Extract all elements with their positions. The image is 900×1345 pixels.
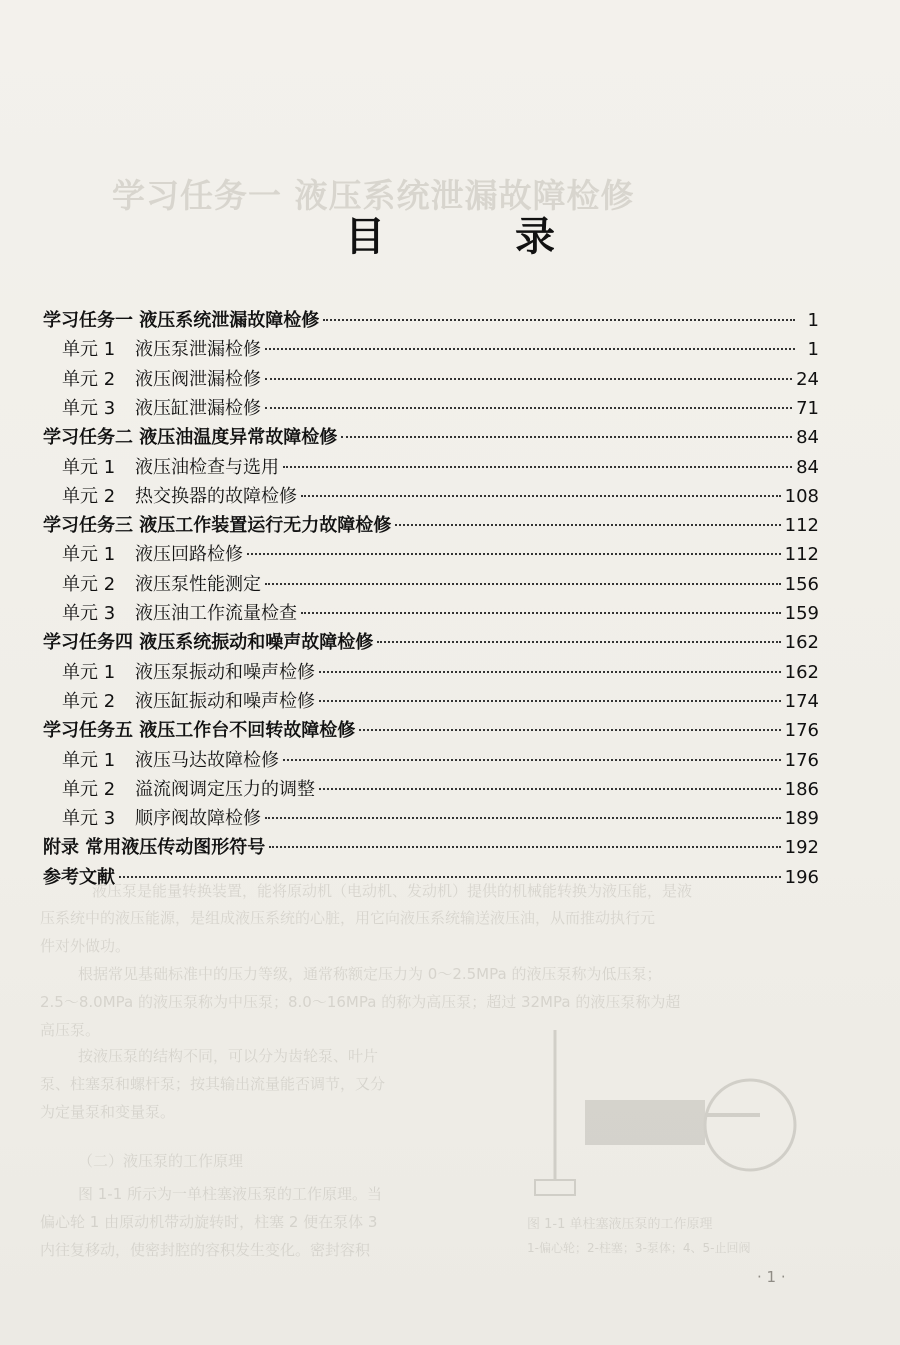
toc-dot-leader <box>265 378 792 380</box>
toc-unit-entry[interactable] <box>62 542 819 568</box>
toc-page-number: 189 <box>784 808 819 830</box>
toc-page-number: 176 <box>784 749 819 771</box>
background-text-line: 件对外做功。 <box>40 937 131 955</box>
background-text-line: 按液压泵的结构不同，可以分为齿轮泵、叶片 <box>78 1047 379 1065</box>
background-text-line: 根据常见基础标准中的压力等级，通常称额定压力为 0～2.5MPa 的液压泵称为低压泵； <box>78 965 662 983</box>
toc-unit-entry[interactable] <box>62 748 819 774</box>
toc-entry-title: 液压缸振动和噪声检修 <box>135 690 315 712</box>
toc-unit-entry[interactable] <box>62 337 819 363</box>
toc-page-number: 1 <box>807 310 819 331</box>
toc-unit-number: 单元 2 <box>62 573 116 595</box>
background-text-line: 高压泵。 <box>40 1021 101 1039</box>
toc-chapter-entry[interactable] <box>43 630 819 656</box>
toc-entry-title: 学习任务一 液压系统泄漏故障检修 <box>43 310 320 331</box>
background-text-line: 图 1-1 所示为一单柱塞液压泵的工作原理。当 <box>78 1185 383 1203</box>
toc-entry-title: 液压泵性能测定 <box>135 573 261 595</box>
toc-entry-title: 液压泵振动和噪声检修 <box>135 661 315 683</box>
toc-unit-entry[interactable] <box>62 689 819 715</box>
toc-page-number: 176 <box>784 720 819 742</box>
toc-dot-leader <box>269 846 780 848</box>
toc-dot-leader <box>301 612 781 614</box>
toc-entry-title: 液压缸泄漏检修 <box>135 397 261 419</box>
toc-page-number: 112 <box>784 515 819 537</box>
background-heading: 学习任务一 液压系统泄漏故障检修 <box>112 176 635 215</box>
toc-page-number: 196 <box>784 866 819 888</box>
toc-chapter-entry[interactable] <box>43 718 819 744</box>
toc-page-number: 162 <box>784 632 819 654</box>
page-title: 目 录 <box>345 213 613 260</box>
toc-page-number: 1 <box>807 339 819 361</box>
background-text-line: 液压泵是能量转换装置，能将原动机（电动机、发动机）提供的机械能转换为液压能，是液 <box>92 882 693 900</box>
background-text-line: （二）液压泵的工作原理 <box>78 1152 244 1170</box>
toc-unit-entry[interactable] <box>62 777 819 803</box>
toc-dot-leader <box>319 671 781 673</box>
toc-page-number: 186 <box>784 778 819 800</box>
toc-unit-number: 单元 1 <box>62 339 116 361</box>
toc-entry-title: 学习任务三 液压工作装置运行无力故障检修 <box>43 515 392 537</box>
toc-unit-entry[interactable] <box>62 455 819 481</box>
toc-unit-number: 单元 2 <box>62 778 116 800</box>
toc-dot-leader <box>265 817 781 819</box>
toc-page-number: 84 <box>796 427 819 449</box>
toc-unit-entry[interactable] <box>62 484 819 510</box>
toc-chapter-entry[interactable] <box>43 425 819 451</box>
toc-dot-leader <box>359 729 780 731</box>
toc-dot-leader <box>319 788 781 790</box>
toc-page-number: 24 <box>796 368 819 390</box>
toc-unit-number: 单元 3 <box>62 397 116 419</box>
toc-dot-leader <box>319 700 781 702</box>
toc-dot-leader <box>283 759 781 761</box>
toc-dot-leader <box>265 348 795 350</box>
toc-unit-number: 单元 1 <box>62 544 116 566</box>
toc-entry-title: 热交换器的故障检修 <box>135 485 297 507</box>
toc-page-number: 112 <box>784 544 819 566</box>
toc-entry-title: 参考文献 <box>43 866 115 888</box>
background-text-line: 内往复移动，使密封腔的容积发生变化。密封容积 <box>40 1241 371 1259</box>
background-text-line: 2.5～8.0MPa 的液压泵称为中压泵；8.0～16MPa 的称为高压泵；超过 32MPa 的液压泵称为超 <box>40 993 681 1011</box>
toc-entry-title: 顺序阀故障检修 <box>135 808 261 830</box>
toc-entry-title: 液压回路检修 <box>135 544 243 566</box>
toc-dot-leader <box>377 641 780 643</box>
background-caption-legend: 1-偏心轮；2-柱塞；3-泵体；4、5-止回阀 <box>527 1241 751 1255</box>
toc-unit-number: 单元 1 <box>62 456 116 478</box>
toc-unit-number: 单元 2 <box>62 690 116 712</box>
toc-chapter-entry[interactable] <box>43 835 819 861</box>
toc-chapter-entry[interactable] <box>43 308 819 334</box>
toc-page-number: 71 <box>796 397 819 419</box>
background-text-line: 偏心轮 1 由原动机带动旋转时，柱塞 2 便在泵体 3 <box>40 1213 378 1231</box>
toc-entry-title: 学习任务五 液压工作台不回转故障检修 <box>43 720 356 742</box>
background-text-line: 泵、柱塞泵和螺杆泵；按其输出流量能否调节，又分 <box>40 1075 386 1093</box>
toc-entry-title: 液压马达故障检修 <box>135 749 279 771</box>
toc-dot-leader <box>323 319 795 321</box>
background-text-line: 压系统中的液压能源，是组成液压系统的心脏，用它向液压系统输送液压油，从而推动执行元 <box>40 909 656 927</box>
toc-dot-leader <box>341 436 792 438</box>
background-figure <box>510 1030 830 1215</box>
toc-entry-title: 液压阀泄漏检修 <box>135 368 261 390</box>
toc-page-number: 162 <box>784 661 819 683</box>
toc-dot-leader <box>265 407 792 409</box>
toc-unit-number: 单元 3 <box>62 603 116 624</box>
toc-unit-entry[interactable] <box>62 601 819 627</box>
toc-unit-number: 单元 3 <box>62 808 116 830</box>
toc-entry-title: 学习任务二 液压油温度异常故障检修 <box>43 427 338 449</box>
background-caption: 图 1-1 单柱塞液压泵的工作原理 <box>527 1217 713 1232</box>
toc-entry-title: 学习任务四 液压系统振动和噪声故障检修 <box>43 632 374 654</box>
toc-dot-leader <box>247 553 781 555</box>
toc-dot-leader <box>283 466 792 468</box>
toc-page-number: 174 <box>784 690 819 712</box>
toc-page-number: 84 <box>796 456 819 478</box>
toc-page-number: 108 <box>784 485 819 507</box>
toc-unit-number: 单元 2 <box>62 368 116 390</box>
toc-entry-title: 液压泵泄漏检修 <box>135 339 261 361</box>
toc-unit-entry[interactable] <box>62 396 819 422</box>
toc-unit-number: 单元 1 <box>62 661 116 683</box>
toc-unit-number: 单元 2 <box>62 485 116 507</box>
toc-unit-entry[interactable] <box>62 806 819 832</box>
toc-page-number: 159 <box>784 603 819 624</box>
toc-page-number: 156 <box>784 573 819 595</box>
background-text-line: 为定量泵和变量泵。 <box>40 1103 176 1121</box>
toc-dot-leader <box>395 524 780 526</box>
toc-unit-number: 单元 1 <box>62 749 116 771</box>
toc-unit-entry[interactable] <box>62 660 819 686</box>
toc-chapter-entry[interactable] <box>43 513 819 539</box>
toc-entry-title: 液压油检查与选用 <box>135 456 279 478</box>
toc-dot-leader <box>301 495 781 497</box>
page-number-footer: · 1 · <box>757 1268 786 1286</box>
toc-chapter-entry[interactable] <box>43 865 819 891</box>
toc-entry-title: 附录 常用液压传动图形符号 <box>43 837 266 859</box>
toc-unit-entry[interactable] <box>62 572 819 598</box>
toc-dot-leader <box>119 876 781 878</box>
toc-dot-leader <box>265 583 781 585</box>
toc-unit-entry[interactable] <box>62 367 819 393</box>
toc-entry-title: 溢流阀调定压力的调整 <box>135 778 315 800</box>
toc-page-number: 192 <box>784 837 819 859</box>
toc-entry-title: 液压油工作流量检查 <box>135 603 297 624</box>
